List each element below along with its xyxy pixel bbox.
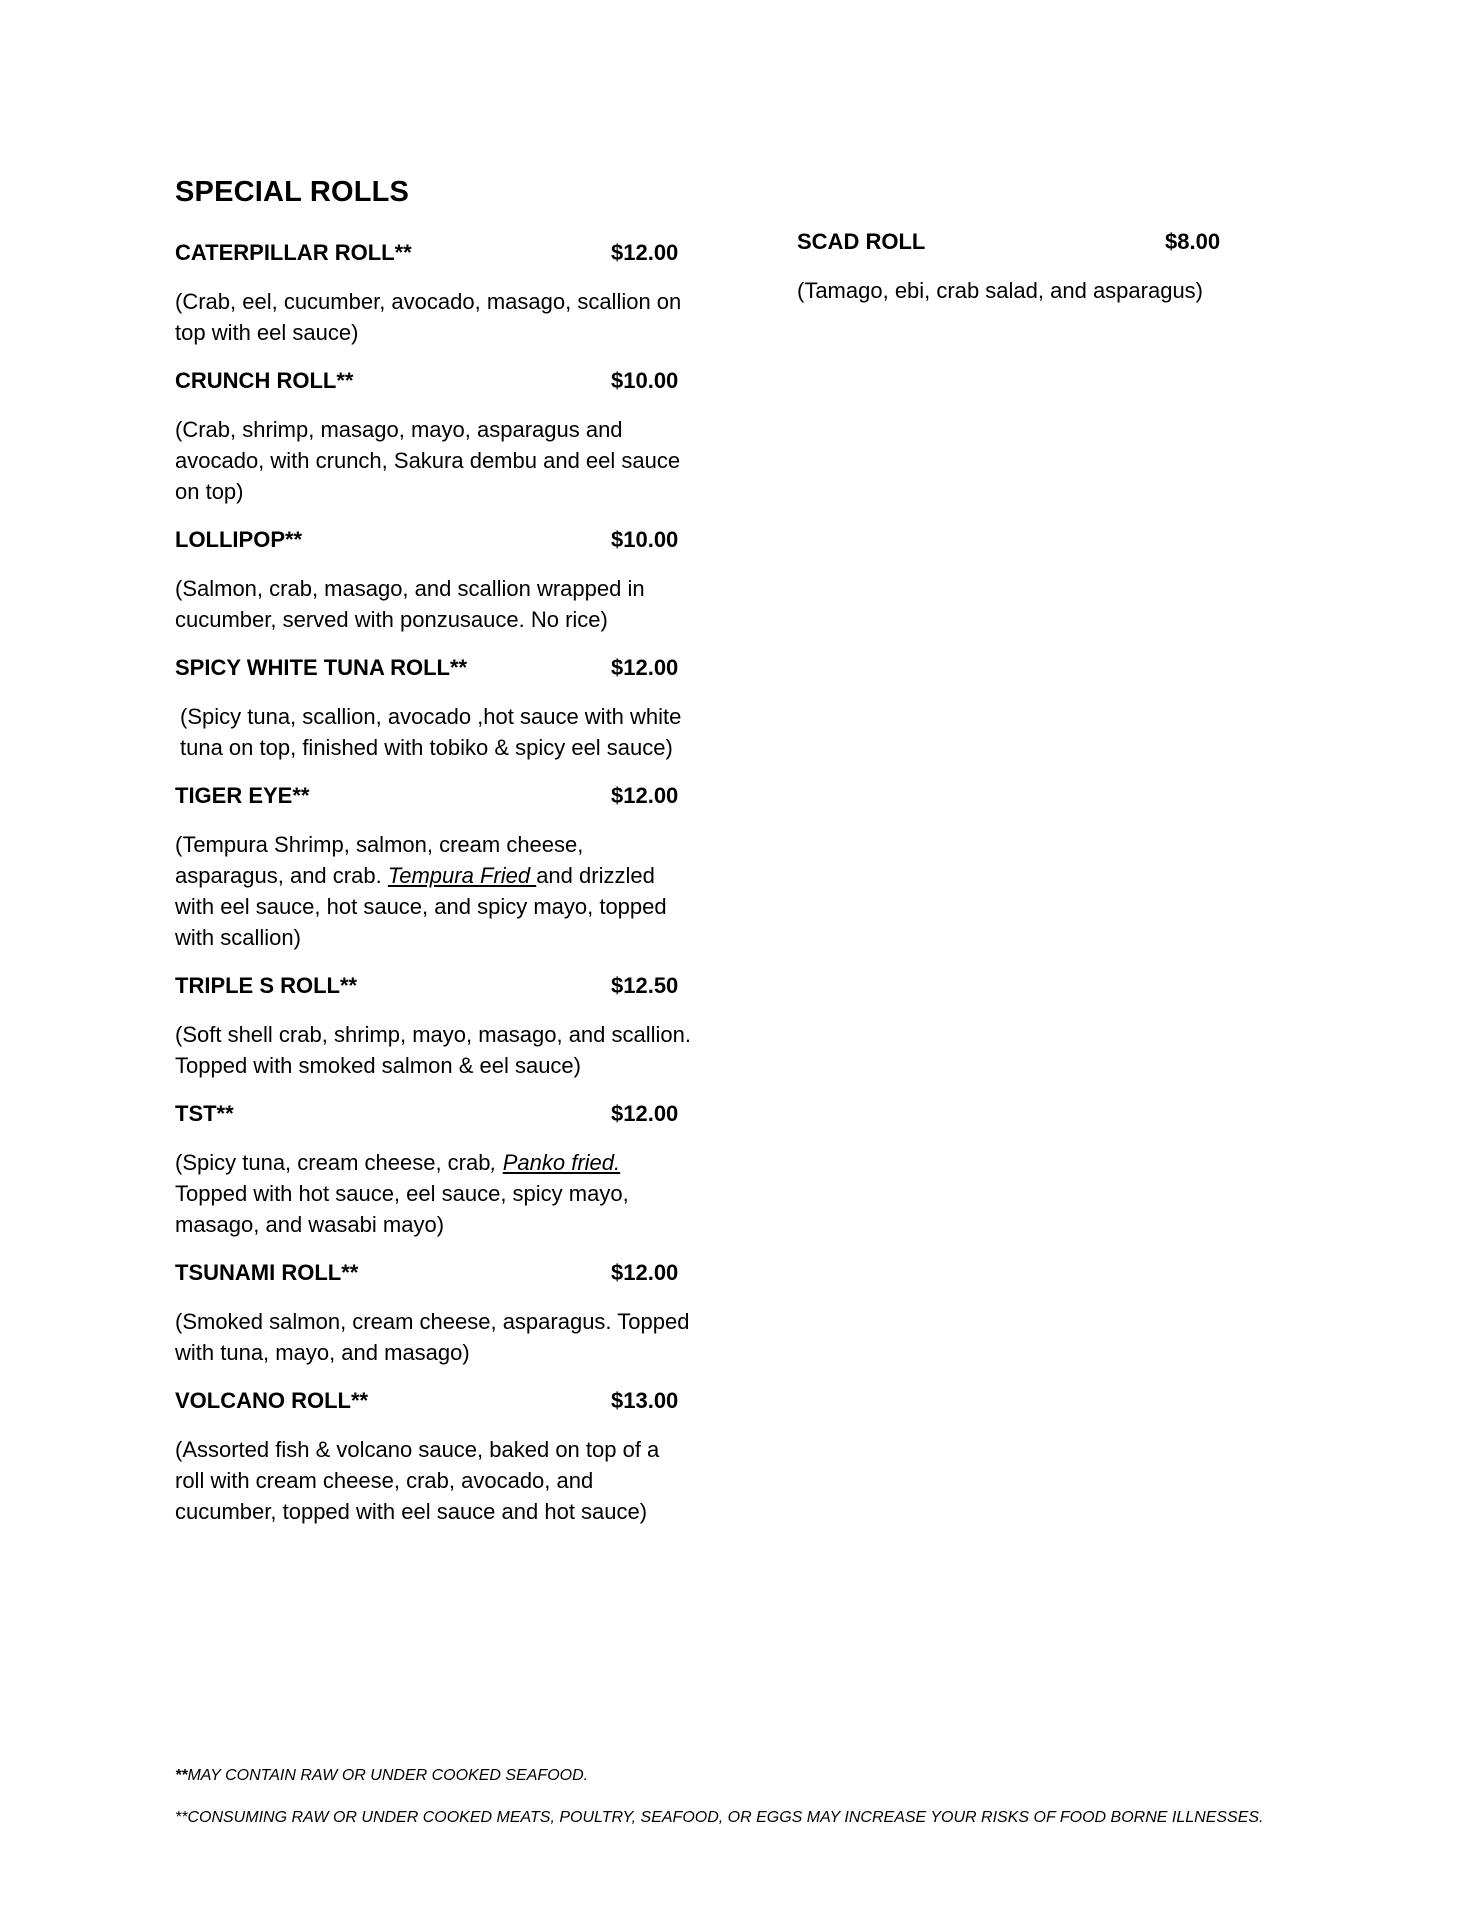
item-price: $12.00 [611, 783, 679, 808]
menu-item [175, 1384, 735, 1527]
menu-item [175, 779, 735, 953]
item-description [175, 1306, 735, 1368]
item-header [175, 969, 735, 1003]
menu-item [175, 523, 735, 635]
item-price: $8.00 [1165, 229, 1221, 254]
item-name: TSUNAMI ROLL** [175, 1260, 359, 1285]
item-header [175, 1097, 735, 1131]
desc-line: (Assorted fish & volcano sauce, baked on top of a [175, 1437, 660, 1462]
item-description [175, 414, 735, 507]
item-description [175, 573, 735, 635]
desc-line: (Tamago, ebi, crab salad, and asparagus) [797, 278, 1204, 303]
desc-line: (Spicy tuna, scallion, avocado ,hot sauce with white [180, 704, 682, 729]
item-name: TIGER EYE** [175, 783, 310, 808]
desc-line: top with eel sauce) [175, 320, 359, 345]
page-title: SPECIAL ROLLS [175, 176, 410, 208]
item-header [175, 236, 735, 270]
desc-line: avocado, with crunch, Sakura dembu and eel sauce [175, 448, 681, 473]
desc-line: and drizzled [536, 863, 655, 888]
item-description [175, 1019, 735, 1081]
desc-line: on top) [175, 479, 244, 504]
desc-line: Topped with smoked salmon & eel sauce) [175, 1053, 581, 1078]
desc-line: (Salmon, crab, masago, and scallion wrapped in [175, 576, 645, 601]
desc-line: with scallion) [175, 925, 301, 950]
item-name: CATERPILLAR ROLL** [175, 240, 412, 265]
item-price: $10.00 [611, 527, 679, 552]
desc-emphasis: Panko fried. [502, 1150, 621, 1175]
menu-item [175, 236, 735, 348]
desc-comma: , [490, 1150, 503, 1175]
item-description [175, 1434, 735, 1527]
item-price: $12.50 [611, 973, 679, 998]
desc-line: (Crab, shrimp, masago, mayo, asparagus and [175, 417, 623, 442]
desc-emphasis: Tempura Fried [387, 863, 537, 888]
item-name: CRUNCH ROLL** [175, 368, 354, 393]
item-description [175, 286, 735, 348]
desc-line: (Soft shell crab, shrimp, mayo, masago, and scallion. [175, 1022, 692, 1047]
desc-line: (Tempura Shrimp, salmon, cream cheese, [175, 832, 584, 857]
item-header [175, 364, 735, 398]
item-name: TRIPLE S ROLL** [175, 973, 358, 998]
item-header [175, 523, 735, 557]
desc-line: tuna on top, finished with tobiko & spicy eel sauce) [180, 735, 673, 760]
menu-column-left [175, 236, 735, 1543]
desc-line: (Spicy tuna, cream cheese, crab [175, 1150, 491, 1175]
desc-line: cucumber, topped with eel sauce and hot sauce) [175, 1499, 648, 1524]
item-description [175, 829, 735, 953]
item-name: LOLLIPOP** [175, 527, 303, 552]
item-price: $12.00 [611, 240, 679, 265]
menu-item [175, 1256, 735, 1368]
menu-item [175, 969, 735, 1081]
item-price: $12.00 [611, 1260, 679, 1285]
desc-line: cucumber, served with ponzusauce. No rice) [175, 607, 608, 632]
item-description [797, 275, 1277, 306]
footnotes [175, 1765, 1375, 1849]
item-header [175, 651, 735, 685]
item-name: VOLCANO ROLL** [175, 1388, 369, 1413]
menu-item [797, 225, 1277, 306]
item-name: TST** [175, 1101, 234, 1126]
footnote-text: MAY CONTAIN RAW OR UNDER COOKED SEAFOOD. [187, 1767, 589, 1784]
menu-item [175, 364, 735, 507]
item-header [175, 1256, 735, 1290]
item-header [797, 225, 1277, 259]
footnote-health-warning: **CONSUMING RAW OR UNDER COOKED MEATS, POULTRY, SEAFOOD, OR EGGS MAY INCREASE YOUR RISKS OF FOOD BORNE ILLNESSES. [175, 1809, 1264, 1826]
item-name: SPICY WHITE TUNA ROLL** [175, 655, 468, 680]
menu-column-right [797, 225, 1277, 322]
item-description [175, 701, 735, 763]
item-name: SCAD ROLL [797, 229, 926, 254]
item-price: $13.00 [611, 1388, 679, 1413]
footnote-stars: ** [175, 1767, 188, 1784]
item-price: $12.00 [611, 1101, 679, 1126]
item-header [175, 779, 735, 813]
desc-line: asparagus, and crab. [175, 863, 388, 888]
desc-line: (Crab, eel, cucumber, avocado, masago, scallion on [175, 289, 682, 314]
desc-line: (Smoked salmon, cream cheese, asparagus. Topped [175, 1309, 690, 1334]
footnote-raw-seafood [175, 1765, 1375, 1787]
item-price: $12.00 [611, 655, 679, 680]
item-price: $10.00 [611, 368, 679, 393]
desc-line: Topped with hot sauce, eel sauce, spicy mayo, [175, 1181, 629, 1206]
desc-line: with eel sauce, hot sauce, and spicy mayo, topped [175, 894, 667, 919]
desc-line: with tuna, mayo, and masago) [175, 1340, 470, 1365]
menu-item [175, 651, 735, 763]
desc-line: roll with cream cheese, crab, avocado, and [175, 1468, 594, 1493]
item-description [175, 1147, 735, 1240]
desc-line: masago, and wasabi mayo) [175, 1212, 445, 1237]
menu-item [175, 1097, 735, 1240]
item-header [175, 1384, 735, 1418]
